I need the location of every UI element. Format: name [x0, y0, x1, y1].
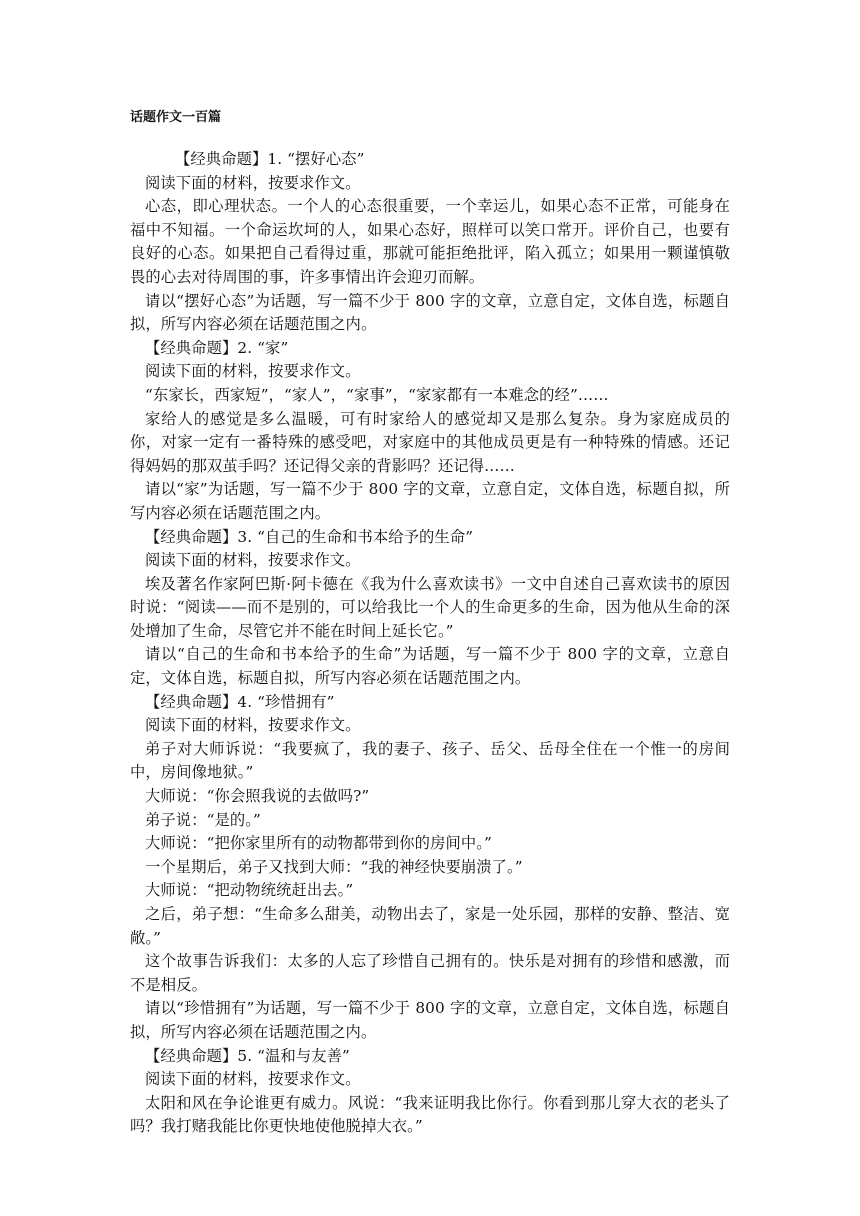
- instruction-paragraph: 阅读下面的材料，按要求作文。: [145, 173, 361, 192]
- prompt-paragraph: 请以“摆好心态”为话题，写一篇不少于 800 字的文章，立意自定，文体自选，标题自拟，所写内容必须在话题范围之内。: [130, 291, 730, 334]
- material-paragraph: 弟子说：“是的。”: [145, 810, 261, 829]
- instruction-paragraph: 阅读下面的材料，按要求作文。: [145, 716, 361, 735]
- instruction-paragraph: 阅读下面的材料，按要求作文。: [145, 551, 361, 570]
- topic-heading: 【经典命题】3. “自己的生命和书本给予的生命”: [145, 527, 474, 546]
- material-paragraph: 太阳和风在争论谁更有威力。风说：“我来证明我比你行。你看到那儿穿大衣的老头了吗？我打赌我能比你更快地使他脱掉大衣。”: [130, 1093, 730, 1136]
- material-paragraph: “东家长，西家短”，“家人”，“家事”，“家家都有一本难念的经”……: [145, 385, 609, 404]
- material-paragraph: 这个故事告诉我们：太多的人忘了珍惜自己拥有的。快乐是对拥有的珍惜和感激，而不是相反。: [130, 952, 730, 994]
- topic-heading: 【经典命题】2. “家”: [145, 338, 289, 357]
- material-paragraph: 之后，弟子想：“生命多么甜美，动物出去了，家是一处乐园，那样的安静、整洁、宽敞。”: [130, 905, 730, 947]
- prompt-paragraph: 请以“家”为话题，写一篇不少于 800 字的文章，立意自定，文体自选，标题自拟，所写内容必须在话题范围之内。: [130, 480, 730, 522]
- prompt-paragraph: 请以“自己的生命和书本给予的生命”为话题，写一篇不少于 800 字的文章，立意自定，文体自选，标题自拟，所写内容必须在话题范围之内。: [130, 645, 730, 688]
- material-paragraph: 大师说：“把你家里所有的动物都带到你的房间中。”: [145, 834, 492, 853]
- material-paragraph: 大师说：“你会照我说的去做吗?”: [145, 787, 370, 806]
- instruction-paragraph: 阅读下面的材料，按要求作文。: [145, 362, 361, 381]
- material-paragraph: 一个星期后，弟子又找到大师：“我的神经快要崩溃了。”: [145, 857, 523, 876]
- topic-heading: 【经典命题】1. “摆好心态”: [175, 150, 365, 168]
- material-paragraph: 心态，即心理状态。一个人的心态很重要，一个幸运儿，如果心态不正常，可能身在福中不知福。一个命运坎坷的人，如果心态好，照样可以笑口常开。评价自己，也要有良好的心态。如果把自己看得过重，那就可能拒绝批评，陷入孤立；如果用一颗谨慎敬畏的心去对待周围的事，许多事情出许会迎刃而解。: [130, 197, 730, 286]
- topic-heading: 【经典命题】5. “温和与友善”: [145, 1046, 350, 1065]
- instruction-paragraph: 阅读下面的材料，按要求作文。: [145, 1070, 361, 1089]
- material-paragraph: 埃及著名作家阿巴斯·阿卡德在《我为什么喜欢读书》一文中自述自己喜欢读书的原因时说：“阅读——而不是别的，可以给我比一个人的生命更多的生命，因为他从生命的深处增加了生命，尽管它并不能在时间上延长它。”: [130, 574, 730, 640]
- document-body: [130, 148, 730, 1139]
- material-paragraph: 大师说：“把动物统统赶出去。”: [145, 881, 354, 900]
- prompt-paragraph: 请以“珍惜拥有”为话题，写一篇不少于 800 字的文章，立意自定，文体自选，标题自拟，所写内容必须在话题范围之内。: [130, 999, 730, 1041]
- material-paragraph: 弟子对大师诉说：“我要疯了，我的妻子、孩子、岳父、岳母全住在一个惟一的房间中，房间像地狱。”: [130, 739, 730, 782]
- material-paragraph: 家给人的感觉是多么温暖，可有时家给人的感觉却又是那么复杂。身为家庭成员的你，对家一定有一番特殊的感受吧，对家庭中的其他成员更是有一种特殊的情感。还记得妈妈的那双茧手吗？还记得父亲的背影吗？还记得……: [130, 409, 730, 475]
- topic-heading: 【经典命题】4. “珍惜拥有”: [145, 692, 335, 711]
- document-title: 话题作文一百篇: [130, 110, 222, 125]
